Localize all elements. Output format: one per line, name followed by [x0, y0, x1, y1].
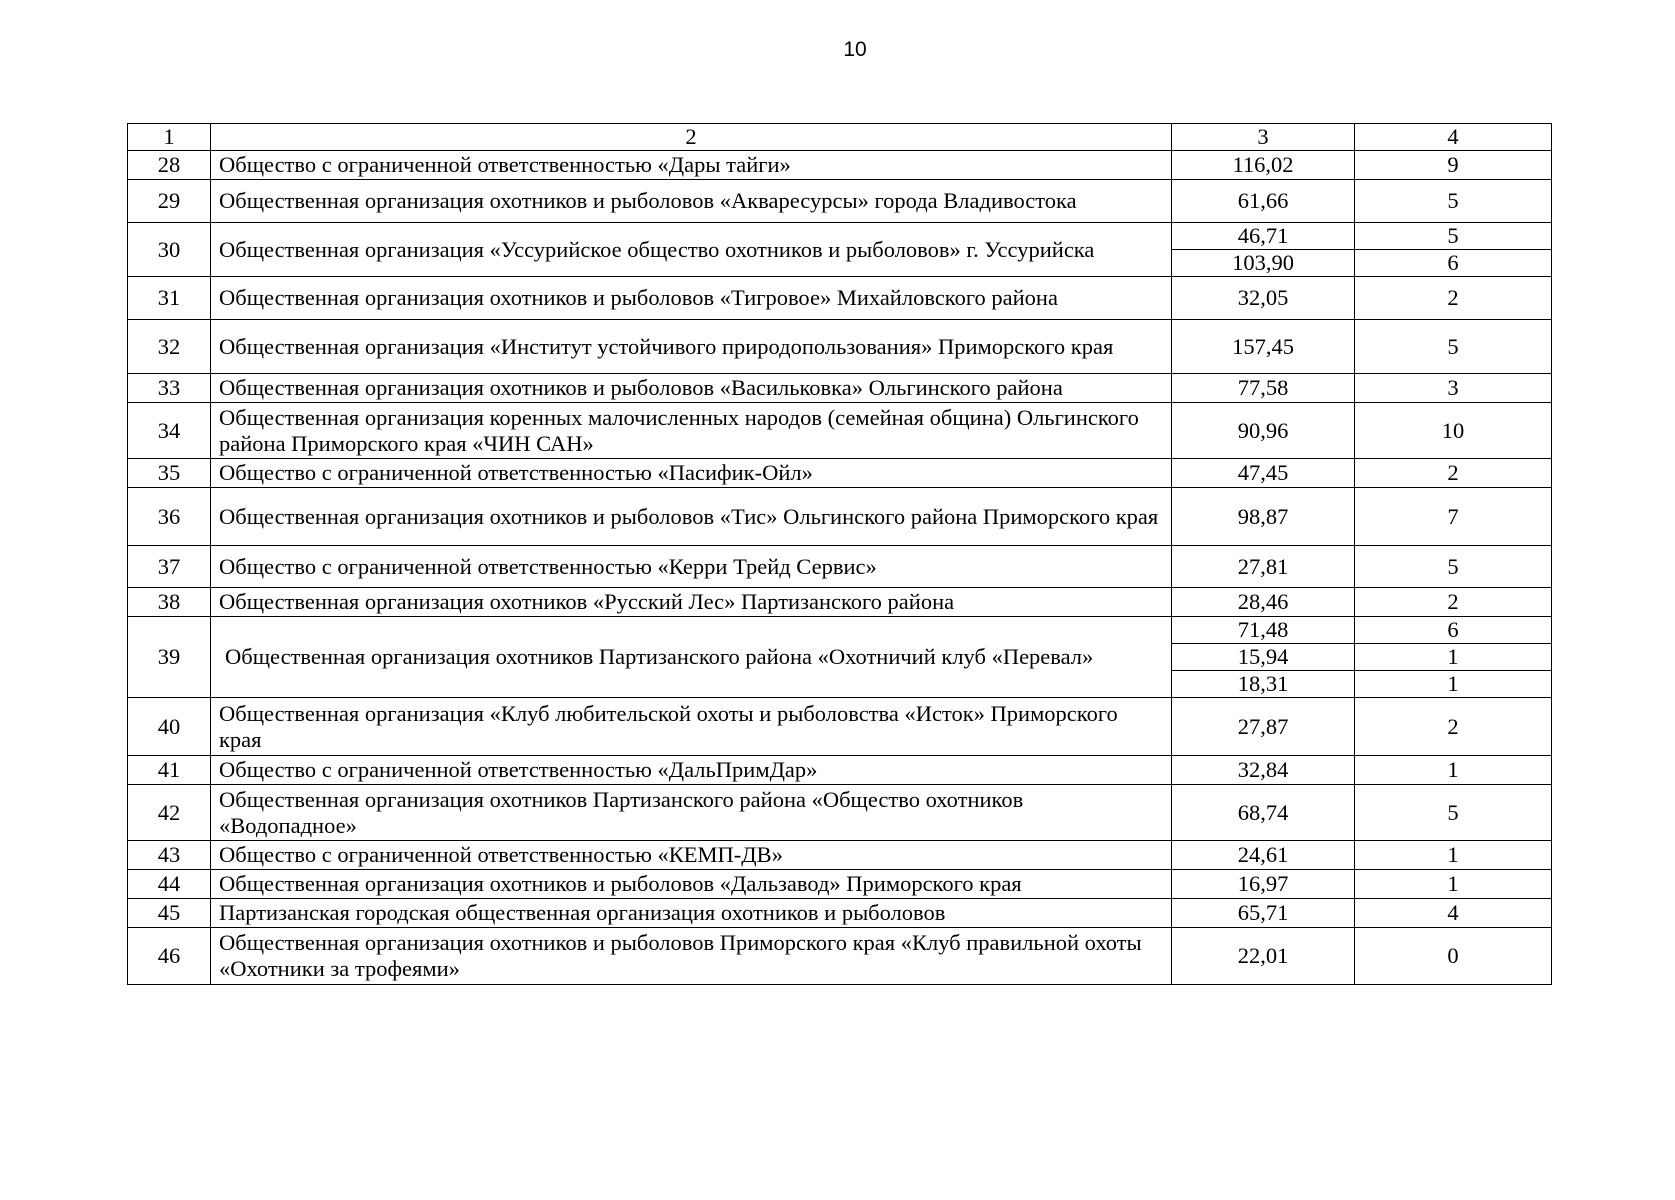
- row-number: 39: [128, 617, 211, 698]
- table-row: [128, 841, 1552, 870]
- table-row: [128, 698, 1552, 756]
- table-row: [128, 223, 1552, 250]
- row-number: 32: [128, 320, 211, 374]
- table-row: [128, 488, 1552, 546]
- organization-name: Общество с ограниченной ответственностью «Пасифик-Ойл»: [211, 459, 1172, 488]
- area-value: 28,46: [1172, 588, 1355, 617]
- area-value: 116,02: [1172, 151, 1355, 180]
- row-number: 31: [128, 277, 211, 320]
- organization-name: Общественная организация охотников и рыболовов «Васильковка» Ольгинского района: [211, 374, 1172, 403]
- row-number: 43: [128, 841, 211, 870]
- column-number-2: 2: [211, 124, 1172, 151]
- row-number: 46: [128, 928, 211, 985]
- table-row: [128, 588, 1552, 617]
- row-number: 38: [128, 588, 211, 617]
- hunting-grounds-table: [127, 123, 1552, 985]
- row-number: 41: [128, 756, 211, 785]
- column-number-1: 1: [128, 124, 211, 151]
- area-value: 27,81: [1172, 546, 1355, 588]
- count-value: 6: [1355, 617, 1552, 644]
- count-value: 5: [1355, 223, 1552, 250]
- table-row: [128, 617, 1552, 644]
- organization-name: Общественная организация охотников Партизанского района «Общество охотников «Водопадное»: [211, 785, 1172, 841]
- area-value: 32,05: [1172, 277, 1355, 320]
- row-number: 30: [128, 223, 211, 277]
- count-value: 2: [1355, 459, 1552, 488]
- column-number-3: 3: [1172, 124, 1355, 151]
- count-value: 1: [1355, 671, 1552, 698]
- row-number: 28: [128, 151, 211, 180]
- area-value: 22,01: [1172, 928, 1355, 985]
- organization-name: Общественная организация охотников и рыболовов «Дальзавод» Приморского края: [211, 870, 1172, 899]
- table-row: [128, 928, 1552, 985]
- area-value: 157,45: [1172, 320, 1355, 374]
- row-number: 44: [128, 870, 211, 899]
- count-value: 10: [1355, 403, 1552, 459]
- table-row: [128, 459, 1552, 488]
- organization-name: Общественная организация охотников и рыболовов «Тигровое» Михайловского района: [211, 277, 1172, 320]
- count-value: 9: [1355, 151, 1552, 180]
- row-number: 42: [128, 785, 211, 841]
- organization-name: Общество с ограниченной ответственностью «Керри Трейд Сервис»: [211, 546, 1172, 588]
- organization-name: Общество с ограниченной ответственностью «ДальПримДар»: [211, 756, 1172, 785]
- table-row: [128, 180, 1552, 223]
- organization-name: Общественная организация «Институт устойчивого природопользования» Приморского края: [211, 320, 1172, 374]
- organization-name: Общество с ограниченной ответственностью «Дары тайги»: [211, 151, 1172, 180]
- table-row: [128, 756, 1552, 785]
- count-value: 3: [1355, 374, 1552, 403]
- organization-name: Общественная организация охотников Партизанского района «Охотничий клуб «Перевал»: [211, 617, 1172, 698]
- area-value: 18,31: [1172, 671, 1355, 698]
- table-row: [128, 403, 1552, 459]
- organization-name: Общественная организация охотников и рыболовов «Тис» Ольгинского района Приморского края: [211, 488, 1172, 546]
- area-value: 15,94: [1172, 644, 1355, 671]
- organization-name: Общественная организация «Уссурийское общество охотников и рыболовов» г. Уссурийска: [211, 223, 1172, 277]
- count-value: 5: [1355, 180, 1552, 223]
- row-number: 34: [128, 403, 211, 459]
- table-row: [128, 277, 1552, 320]
- count-value: 4: [1355, 899, 1552, 928]
- table-body: [128, 124, 1552, 985]
- count-value: 2: [1355, 277, 1552, 320]
- row-number: 45: [128, 899, 211, 928]
- area-value: 71,48: [1172, 617, 1355, 644]
- area-value: 24,61: [1172, 841, 1355, 870]
- area-value: 98,87: [1172, 488, 1355, 546]
- row-number: 29: [128, 180, 211, 223]
- organization-name: Общественная организация охотников «Русский Лес» Партизанского района: [211, 588, 1172, 617]
- count-value: 5: [1355, 320, 1552, 374]
- organization-name: Общественная организация коренных малочисленных народов (семейная община) Ольгинского района Приморского края «ЧИН САН»: [211, 403, 1172, 459]
- count-value: 1: [1355, 756, 1552, 785]
- table-row: [128, 320, 1552, 374]
- table-row: [128, 870, 1552, 899]
- area-value: 32,84: [1172, 756, 1355, 785]
- count-value: 1: [1355, 644, 1552, 671]
- area-value: 90,96: [1172, 403, 1355, 459]
- column-number-4: 4: [1355, 124, 1552, 151]
- area-value: 27,87: [1172, 698, 1355, 756]
- organization-name: Партизанская городская общественная организация охотников и рыболовов: [211, 899, 1172, 928]
- area-value: 47,45: [1172, 459, 1355, 488]
- count-value: 5: [1355, 546, 1552, 588]
- row-number: 33: [128, 374, 211, 403]
- row-number: 35: [128, 459, 211, 488]
- area-value: 68,74: [1172, 785, 1355, 841]
- organization-name: Общество с ограниченной ответственностью «КЕМП-ДВ»: [211, 841, 1172, 870]
- table-row: [128, 546, 1552, 588]
- table-row: [128, 374, 1552, 403]
- count-value: 2: [1355, 588, 1552, 617]
- area-value: 77,58: [1172, 374, 1355, 403]
- area-value: 103,90: [1172, 250, 1355, 277]
- table-row: [128, 899, 1552, 928]
- count-value: 2: [1355, 698, 1552, 756]
- organization-name: Общественная организация охотников и рыболовов «Акваресурсы» города Владивостока: [211, 180, 1172, 223]
- count-value: 6: [1355, 250, 1552, 277]
- row-number: 36: [128, 488, 211, 546]
- column-number-row: [128, 124, 1552, 151]
- row-number: 37: [128, 546, 211, 588]
- organization-name: Общественная организация охотников и рыболовов Приморского края «Клуб правильной охоты «Охотники за трофеями»: [211, 928, 1172, 985]
- count-value: 1: [1355, 870, 1552, 899]
- table-row: [128, 151, 1552, 180]
- table-row: [128, 785, 1552, 841]
- page-number: 10: [843, 38, 867, 61]
- count-value: 0: [1355, 928, 1552, 985]
- organization-name: Общественная организация «Клуб любительской охоты и рыболовства «Исток» Приморского края: [211, 698, 1172, 756]
- count-value: 5: [1355, 785, 1552, 841]
- area-value: 16,97: [1172, 870, 1355, 899]
- count-value: 1: [1355, 841, 1552, 870]
- count-value: 7: [1355, 488, 1552, 546]
- row-number: 40: [128, 698, 211, 756]
- area-value: 65,71: [1172, 899, 1355, 928]
- area-value: 61,66: [1172, 180, 1355, 223]
- area-value: 46,71: [1172, 223, 1355, 250]
